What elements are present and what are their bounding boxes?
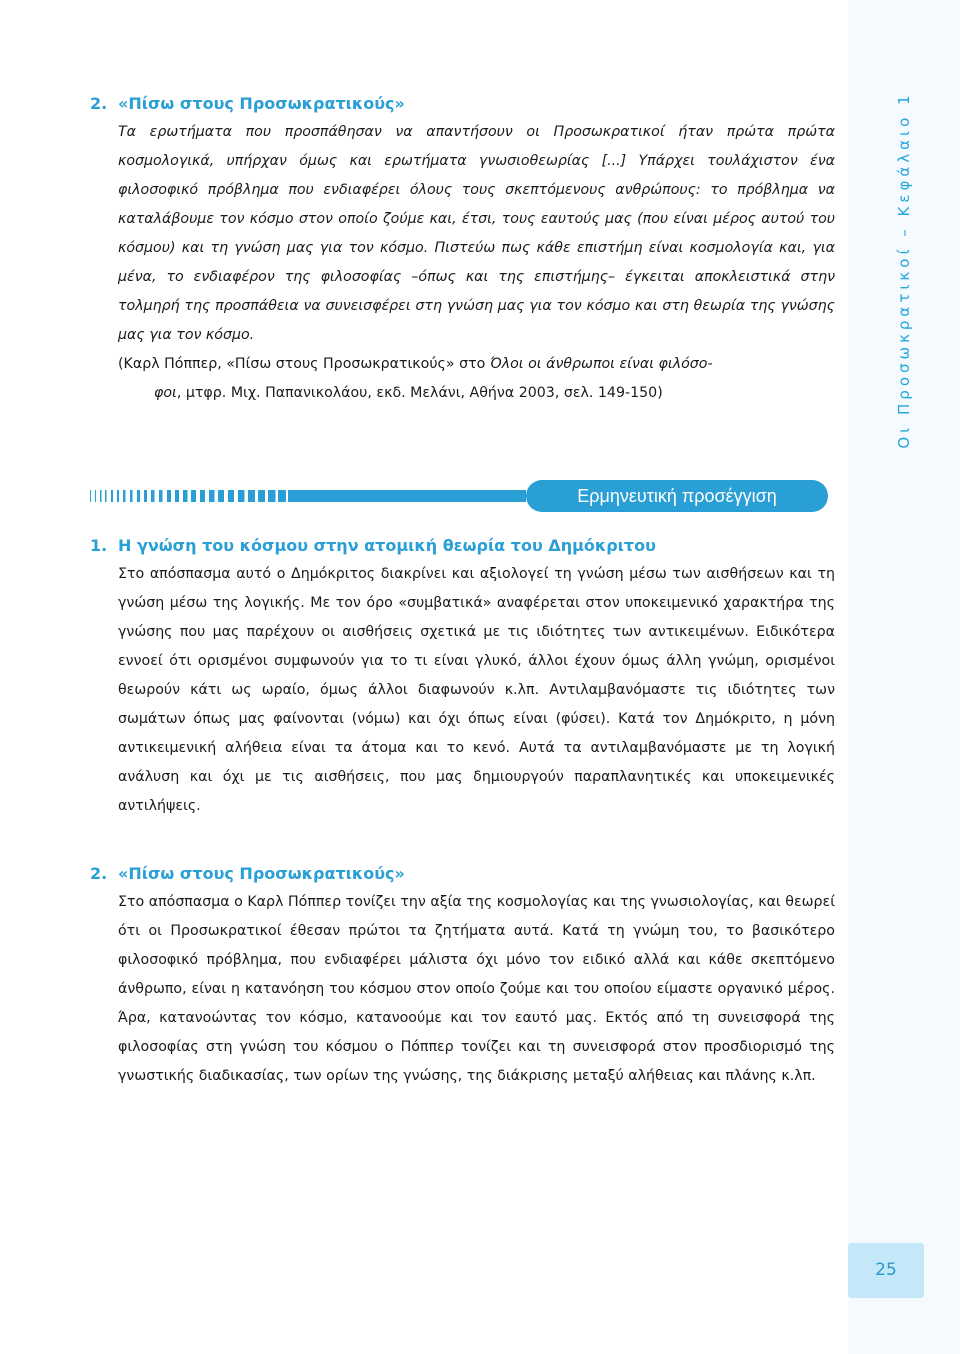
popper-quote: Τα ερωτήματα που προσπάθησαν να απαντήσουν οι Προσωκρατικοί ήταν πρώτα πρώτα κοσμολογικά, υπήρχαν όμως και ερωτήματα γνωσιοθεωρίας [...] Υπάρχει τουλάχιστον ένα φιλοσοφικό πρόβλημα που ενδιαφέρει όλους τους σκεπτόμενους ανθρώπους: το πρόβλημα να καταλάβουμε τον κόσμο στον οποίο ζούμε και, έτσι, τους εαυτούς μας (που είναι μέρος αυτού του κόσμου) και τη γνώση μας για τον κόσμο. Πιστεύω πως κάθε επιστήμη είναι κοσμολογία και, για μένα, το ενδιαφέρον της φιλοσοφίας –όπως και της επιστήμης– έγκειται αποκλειστικά στην τολμηρή της προσπάθεια να συνεισφέρει στη γνώση μας για τον κόσμο και στη θεωρία της γνώσης μας για τον κόσμο. — [118, 124, 835, 343]
citation-prefix: (Καρλ Πόππερ, «Πίσω στους Προσωκρατικούς» στο — [118, 356, 490, 372]
banner-title: Ερμηνευτική προσέγγιση — [577, 486, 777, 506]
section-title: «Πίσω στους Προσωκρατικούς» — [118, 864, 405, 883]
democritus-section — [90, 535, 835, 821]
section-heading — [90, 863, 835, 884]
citation-book-title-end: φοι — [154, 385, 177, 401]
chapter-label: Οι Προσωκρατικοί – Κεφάλαιο 1 — [895, 91, 913, 449]
section-number: 1. — [90, 536, 108, 555]
section-heading — [90, 93, 835, 114]
section-body: Στο απόσπασμα ο Καρλ Πόππερ τονίζει την αξία της κοσμολογίας και της γνωσιολογίας, και θεωρεί ότι οι Προσωκρατικοί έθεσαν πρώτοι τα ζητήματα αυτά. Κατά τη γνώμη του, το βασικότερο φιλοσοφικό πρόβλημα, που ενδιαφέρει μάλιστα όχι μόνο τον ειδικό αλλά και κάθε σκεπτόμενο άνθρωπο, είναι η κατανόηση του κόσμου στον οποίο ζούμε και του οποίου είμαστε οργανικό μέρος. Άρα, κατανοώντας τον κόσμο, κατανοούμε και τον εαυτό μας. Εκτός από τη συνεισφορά της φιλοσοφίας στη γνώση του κόσμου ο Πόππερ τονίζει και τη συνεισφορά στον προσδιορισμό της γνωστικής διαδικασίας, των ορίων της γνώσης, της διάκρισης μεταξύ αλήθειας και πλάνης κ.λπ. — [118, 894, 835, 1084]
interpretive-approach-banner — [90, 480, 838, 512]
section-number: 2. — [90, 94, 108, 113]
section-title: «Πίσω στους Προσωκρατικούς» — [118, 94, 405, 113]
section-number: 2. — [90, 864, 108, 883]
section-heading — [90, 535, 835, 556]
citation-suffix: , μτφρ. Μιχ. Παπανικολάου, εκδ. Μελάνι, Αθήνα 2003, σελ. 149-150) — [176, 385, 663, 401]
citation — [118, 350, 835, 408]
section-title: Η γνώση του κόσμου στην ατομική θεωρία του Δημόκριτου — [118, 536, 656, 555]
page-number: 25 — [875, 1260, 897, 1280]
popper-quote-section — [90, 93, 835, 408]
chapter-running-header — [848, 0, 960, 580]
section-body: Στο απόσπασμα αυτό ο Δημόκριτος διακρίνει και αξιολογεί τη γνώση μέσω των αισθήσεων και τη γνώση μέσω της λογικής. Με τον όρο «συμβατικά» αναφέρεται στον υποκειμενικό χαρακτήρα της γνώσης που μας παρέχουν οι αισθήσεις σχετικά με τις ιδιότητες των αντικειμένων. Ειδικότερα εννοεί ότι ορισμένοι συμφωνούν για το τι είναι γλυκό, άλλοι έχουν όμως άλλη γνώμη, ορισμένοι θεωρούν κάτι ως ωραίο, όμως άλλοι διαφωνούν κ.λπ. Αντιλαμβανόμαστε τις ιδιότητες των σωμάτων όπως μας φαίνονται (νόμω) και όχι όπως είναι (φύσει). Κατά τον Δημόκριτο, η μόνη αντικειμενική αλήθεια είναι τα άτομα και το κενό. Αυτά τα αντιλαμβανόμαστε με τη λογική ανάλυση και όχι με τις αισθήσεις, που μας δημιουργούν παραπλανητικές και υποκειμενικές αντιλήψεις. — [118, 566, 835, 814]
citation-book-title: Όλοι οι άνθρωποι είναι φιλόσο- — [489, 356, 713, 372]
popper-section — [90, 863, 835, 1091]
